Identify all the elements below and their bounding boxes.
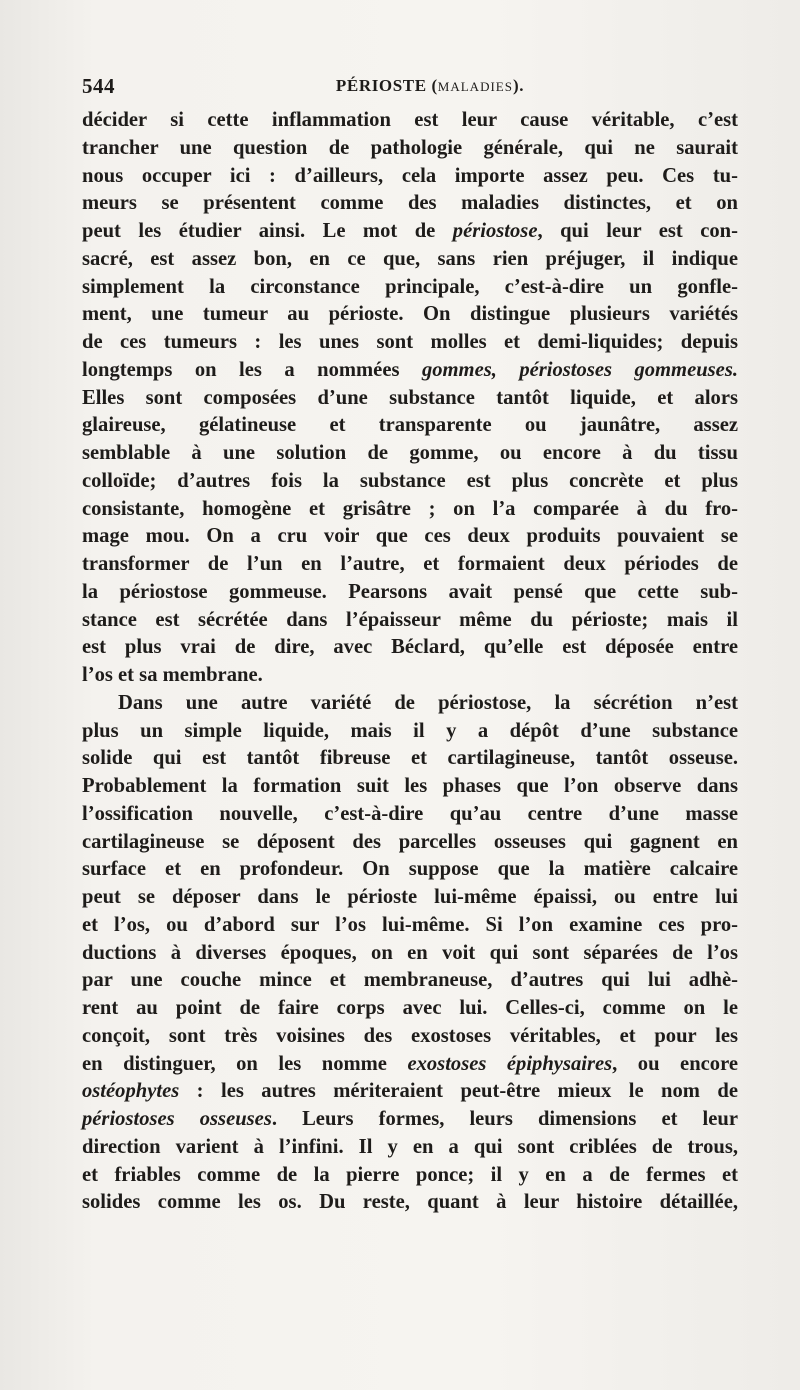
running-head-close: ). — [512, 76, 525, 95]
text-run: Elles sont composées d’une substance tantôt liquide, et alors — [82, 386, 738, 409]
text-line — [82, 412, 738, 440]
text-run: , qui leur est con- — [537, 220, 738, 242]
text-line — [82, 301, 738, 329]
text-line — [82, 135, 738, 163]
text-line — [82, 912, 738, 940]
running-head — [82, 76, 738, 96]
text-line — [82, 1023, 738, 1051]
text-run: et friables comme de la pierre ponce; il y en a de fermes et — [82, 1163, 738, 1186]
text-run: consistante, homogène et grisâtre ; on l’a comparée à du fro- — [82, 497, 738, 520]
text-run: stance est sécrétée dans l’épaisseur même du périoste; mais il — [82, 608, 738, 631]
text-run: mage mou. On a cru voir que ces deux produits pouvaient se — [82, 525, 738, 548]
text-run: direction varient à l’infini. Il y en a qui sont criblées de trous, — [82, 1135, 738, 1158]
italic-text: exostoses épiphysaires — [407, 1052, 613, 1075]
text-run: est plus vrai de dire, avec Béclard, qu’elle est déposée entre — [82, 636, 738, 659]
italic-text: gommes, périostoses gommeuses. — [421, 358, 738, 381]
text-line — [82, 607, 738, 635]
text-line — [82, 1189, 738, 1217]
text-run: Dans une autre variété de périostose, la sécrétion n’est — [118, 691, 738, 714]
text-line — [82, 940, 738, 968]
text-run: sacré, est assez bon, en ce que, sans rien préjuger, il indique — [82, 247, 738, 270]
text-run: rent au point de faire corps avec lui. Celles-ci, comme on le — [82, 997, 738, 1019]
text-line — [82, 190, 738, 218]
text-run: glaireuse, gélatineuse et transparente ou jaunâtre, assez — [82, 414, 738, 437]
italic-text: périostoses osseuses — [82, 1108, 272, 1130]
text-run: solide qui est tantôt fibreuse et cartilagineuse, tantôt osseuse. — [82, 747, 738, 770]
text-run: nous occuper ici : d’ailleurs, cela importe assez peu. Ces tu- — [82, 164, 738, 187]
text-line — [82, 246, 738, 274]
text-run: de ces tumeurs : les unes sont molles et demi-liquides; depuis — [82, 331, 738, 353]
text-line — [82, 1051, 738, 1079]
text-line — [82, 856, 738, 884]
running-head-subtitle: MALADIES — [437, 79, 513, 94]
text-line — [82, 662, 738, 690]
text-line — [82, 440, 738, 468]
text-line — [82, 1078, 738, 1106]
text-line — [82, 634, 738, 662]
text-line — [82, 329, 738, 357]
text-line — [82, 551, 738, 579]
text-run: en distinguer, on les nomme — [82, 1052, 408, 1075]
text-run: cartilagineuse se déposent des parcelles osseuses qui gagnent en — [82, 830, 738, 853]
page-number: 544 — [82, 74, 115, 98]
text-line — [82, 773, 738, 801]
text-line — [82, 801, 738, 829]
text-run: l’os et sa membrane. — [82, 664, 263, 686]
text-run: et l’os, ou d’abord sur l’os lui-même. Si l’on examine ces pro- — [82, 913, 738, 936]
text-line — [82, 496, 738, 524]
italic-text: périostose — [452, 220, 538, 242]
text-line — [82, 523, 738, 551]
text-run: peut les étudier ainsi. Le mot de — [82, 220, 453, 242]
text-line — [82, 274, 738, 302]
text-line — [82, 579, 738, 607]
text-run: ment, une tumeur au périoste. On distingue plusieurs variétés — [82, 303, 738, 326]
text-run: la périostose gommeuse. Pearsons avait pensé que cette sub- — [82, 580, 738, 603]
body-text — [82, 107, 738, 1217]
running-head-title: PÉRIOSTE ( — [335, 76, 438, 95]
text-run: colloïde; d’autres fois la substance est plus concrète et plus — [82, 469, 738, 492]
text-line — [82, 884, 738, 912]
text-line — [82, 357, 738, 385]
text-line — [82, 385, 738, 413]
text-line — [82, 967, 738, 995]
text-run: ductions à diverses époques, on en voit qui sont séparées de l’os — [82, 941, 738, 964]
text-run: conçoit, sont très voisines des exostoses véritables, et pour les — [82, 1024, 738, 1047]
text-run: simplement la circonstance principale, c’est-à-dire un gonfle- — [82, 275, 738, 298]
text-line — [82, 163, 738, 191]
text-line — [82, 1134, 738, 1162]
text-run: : les autres mériteraient peut-être mieux le nom de — [179, 1080, 738, 1103]
text-run: . Leurs formes, leurs dimensions et leur — [271, 1108, 738, 1130]
text-run: solides comme les os. Du reste, quant à leur histoire détaillée, — [82, 1191, 738, 1214]
text-line — [82, 829, 738, 857]
text-line — [82, 107, 738, 135]
text-run: par une couche mince et membraneuse, d’autres qui lui adhè- — [82, 969, 738, 992]
text-line — [82, 1162, 738, 1190]
text-line — [82, 468, 738, 496]
text-run: transformer de l’un en l’autre, et formaient deux périodes de — [82, 553, 738, 575]
text-run: meurs se présentent comme des maladies distinctes, et on — [82, 192, 738, 215]
text-run: longtemps on les a nommées — [82, 358, 422, 381]
text-line — [82, 745, 738, 773]
italic-text: ostéophytes — [82, 1080, 180, 1103]
text-line — [82, 218, 738, 246]
page-header — [82, 74, 738, 102]
text-run: peut se déposer dans le périoste lui-même épaissi, ou entre lui — [82, 886, 738, 908]
text-line — [82, 690, 738, 718]
text-run: , ou encore — [612, 1052, 738, 1075]
text-run: Probablement la formation suit les phases que l’on observe dans — [82, 775, 738, 797]
text-run: surface et en profondeur. On suppose que la matière calcaire — [82, 858, 738, 881]
text-line — [82, 995, 738, 1023]
text-run: semblable à une solution de gomme, ou encore à du tissu — [82, 442, 738, 464]
text-line — [82, 718, 738, 746]
text-line — [82, 1106, 738, 1134]
text-run: décider si cette inflammation est leur cause véritable, c’est — [82, 109, 738, 131]
text-run: plus un simple liquide, mais il y a dépôt d’une substance — [82, 719, 738, 742]
text-run: l’ossification nouvelle, c’est-à-dire qu’au centre d’une masse — [82, 802, 738, 825]
text-run: trancher une question de pathologie générale, qui ne saurait — [82, 136, 738, 159]
